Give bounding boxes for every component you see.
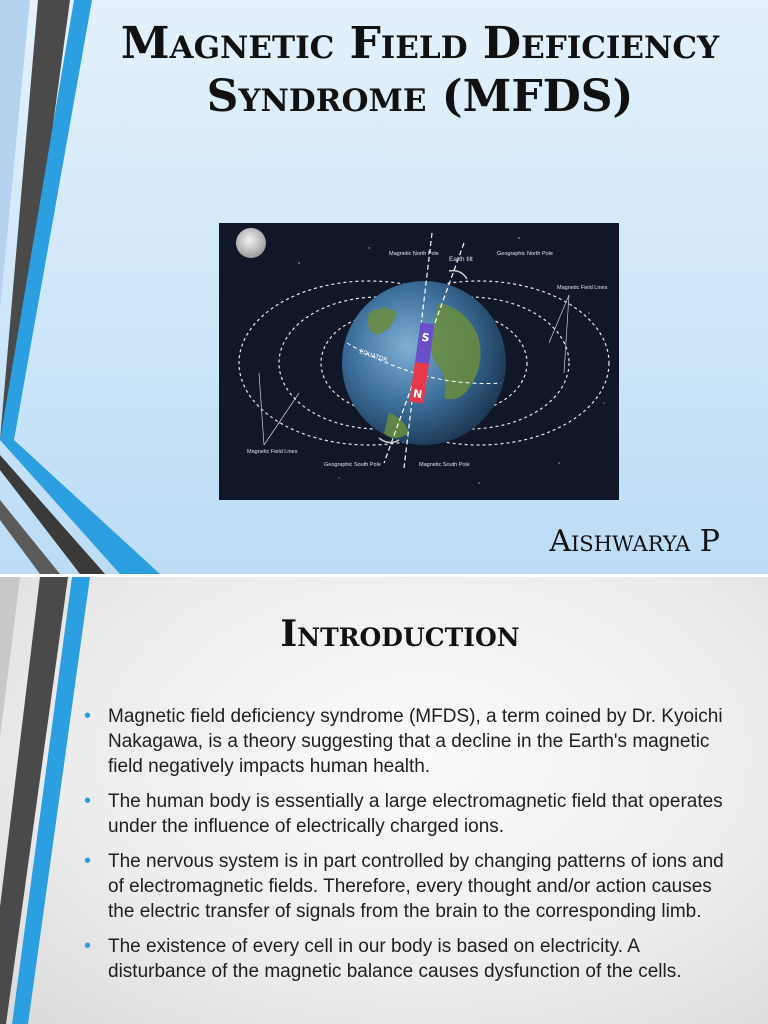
label-geographic-south-pole: Geographic South Pole [324, 462, 381, 468]
magnet-s-label: S [420, 330, 431, 345]
list-item: • The existence of every cell in our body is based on electricity. A disturbance of the magnetic balance causes dysfunction of the cells. [84, 935, 682, 982]
section-title: Introduction [280, 613, 520, 655]
slide-title: Magnetic Field Deficiency Syndrome (MFDS) [120, 18, 720, 122]
bullet-marker: • [84, 705, 92, 727]
moon [236, 228, 266, 258]
bullet-marker: • [84, 790, 92, 812]
label-magnetic-south-pole: Magnetic South Pole [419, 462, 470, 468]
bullet-marker: • [84, 935, 92, 957]
label-earth-tilt: Earth tilt [449, 256, 473, 263]
bullet-list [84, 704, 724, 994]
earth-magnetic-field-diagram [219, 223, 619, 500]
label-magnetic-north-pole: Magnetic North Pole [389, 251, 439, 257]
equator-label: EQUATOR [358, 348, 389, 364]
bullet-marker: • [84, 850, 92, 872]
list-item: • Magnetic field deficiency syndrome (MFDS), a term coined by Dr. Kyoichi Nakagawa, is a theory suggesting that a decline in the Earth's magnetic field negatively impacts human health. [84, 705, 723, 777]
list-item: • The nervous system is in part controlled by changing patterns of ions and of electromagnetic fields. Therefore, every thought and/or action causes the electric transfer of signals from the brain to the corresponding limb. [84, 850, 724, 922]
author-name: Aishwarya P [549, 524, 720, 559]
list-item: • The human body is essentially a large electromagnetic field that operates under the influence of electrically charged ions. [84, 790, 723, 837]
label-geographic-north-pole: Geographic North Pole [497, 251, 553, 257]
label-magnetic-field-lines-right: Magnetic Field Lines [557, 285, 608, 291]
magnet-n-label: N [412, 387, 424, 402]
label-magnetic-field-lines-left: Magnetic Field Lines [247, 449, 298, 455]
introduction-slide [0, 577, 768, 1024]
